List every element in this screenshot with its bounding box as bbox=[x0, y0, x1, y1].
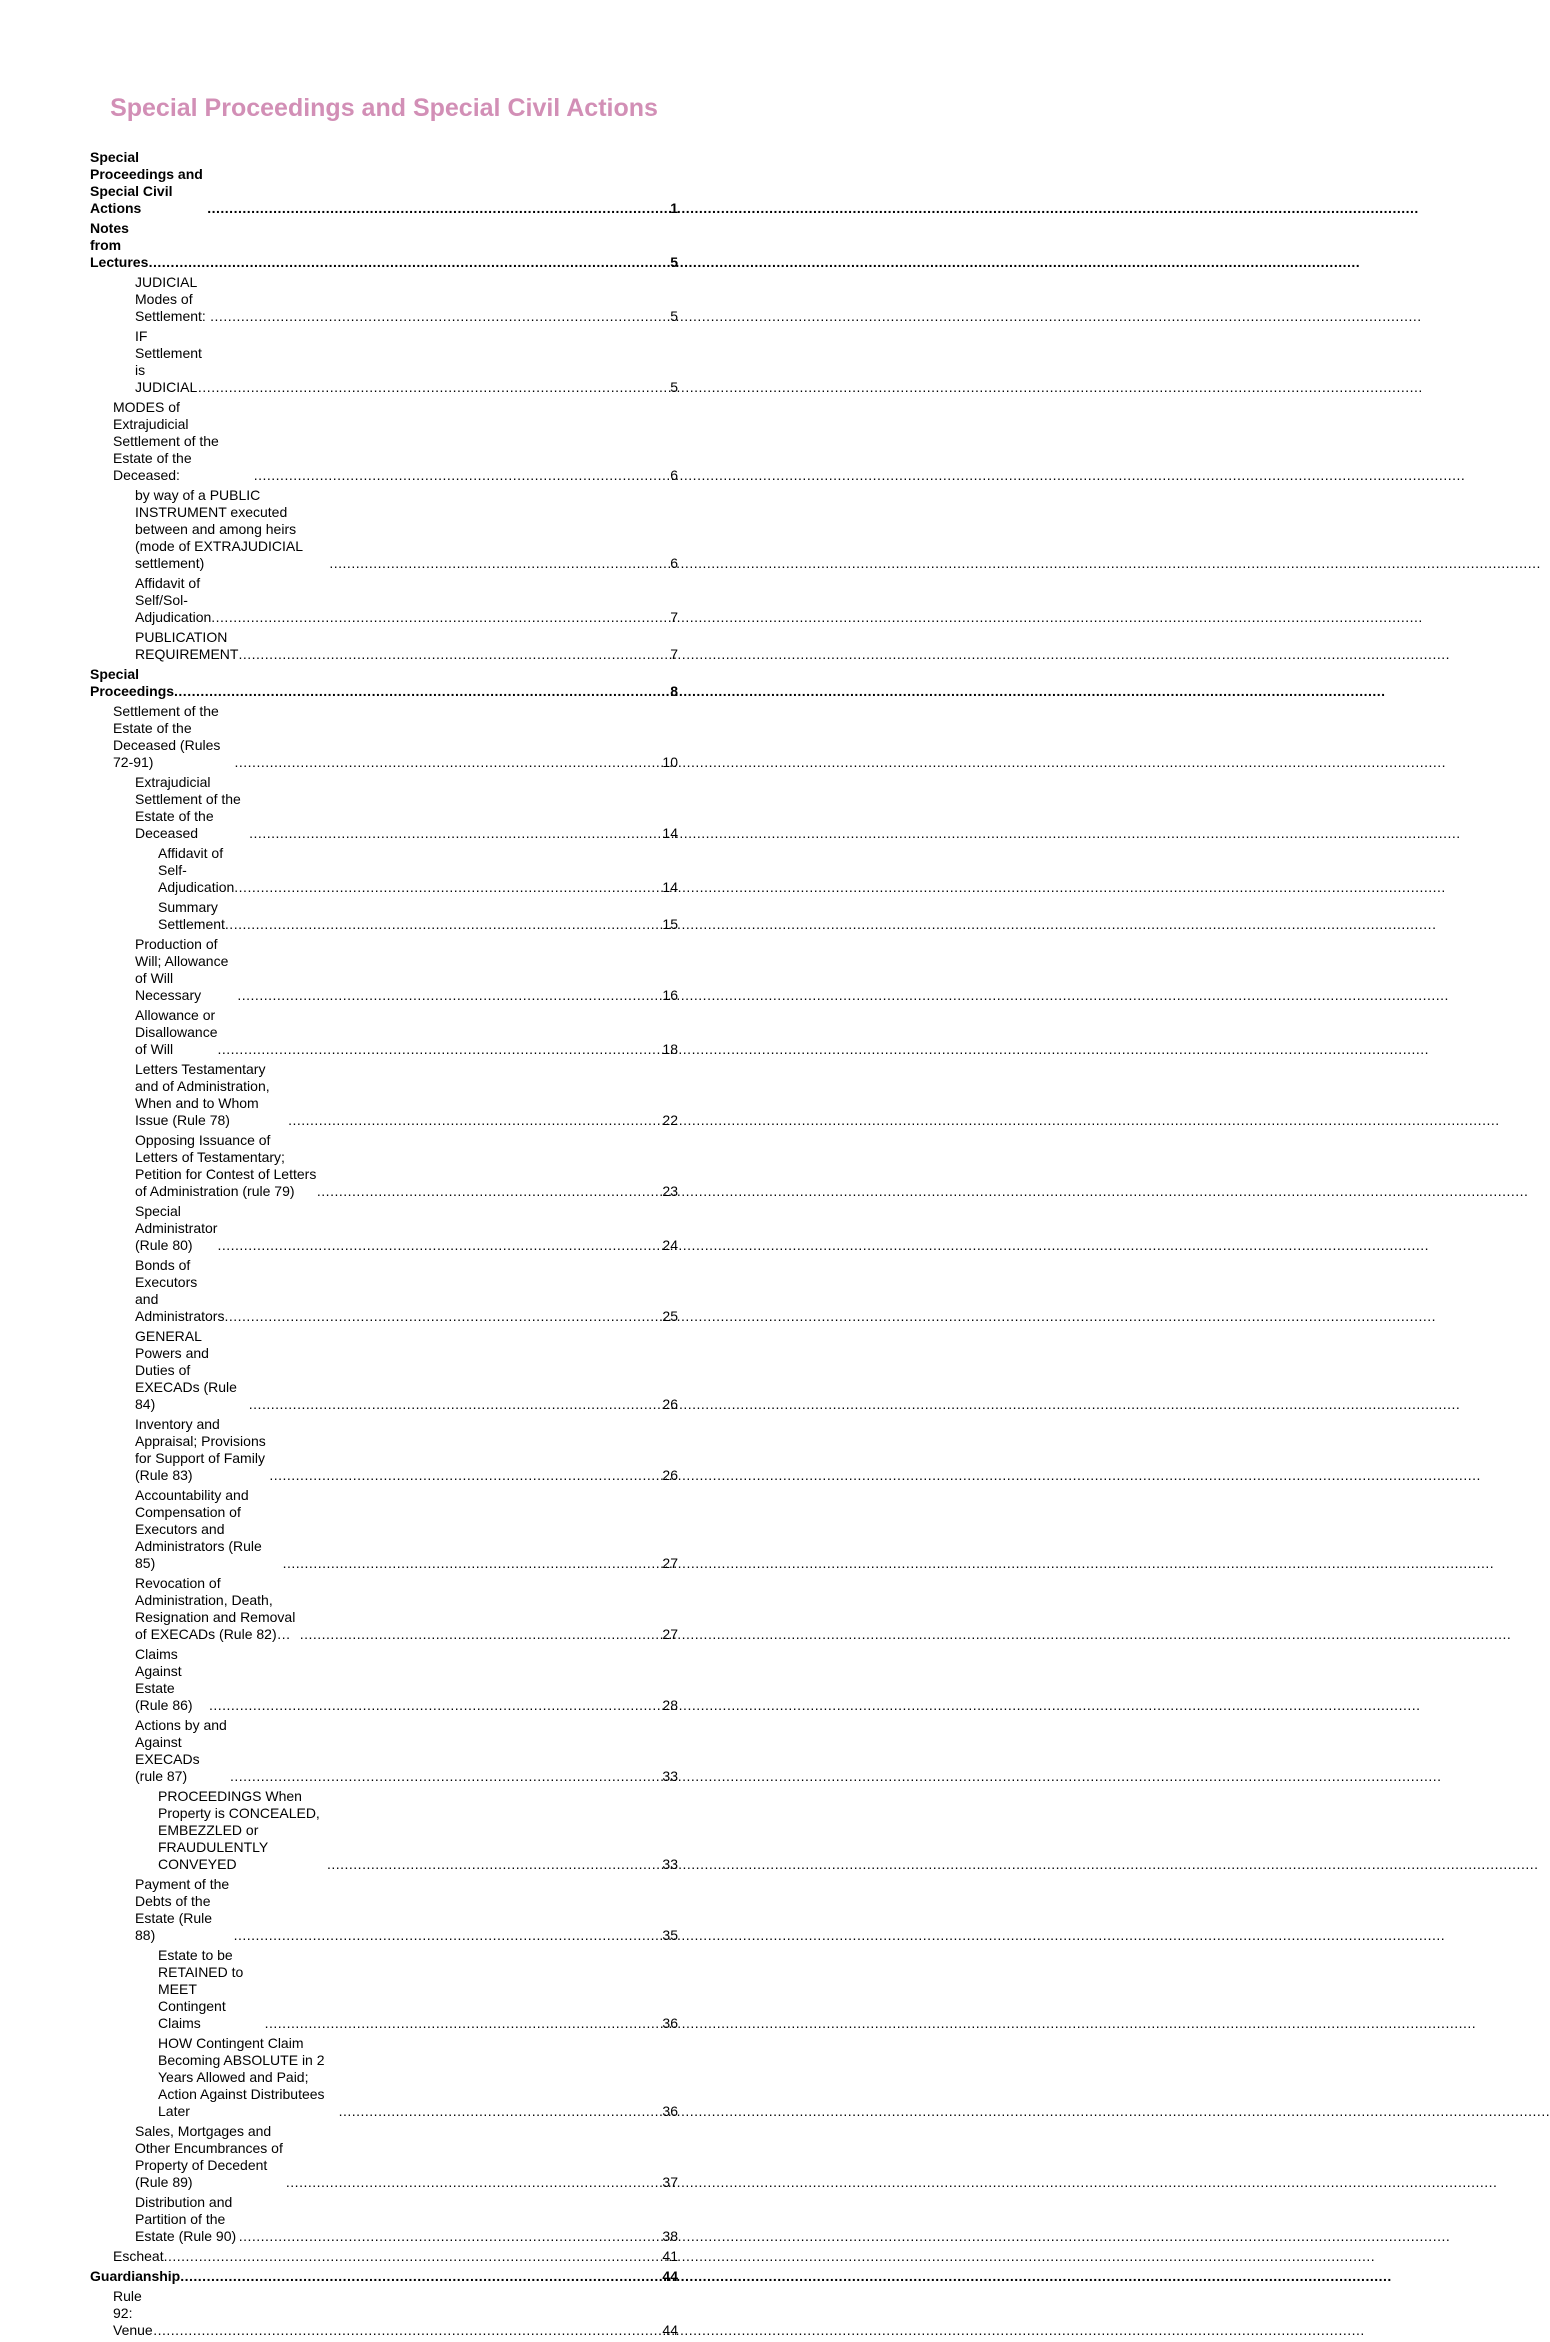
toc-entry-title: Summary Settlement bbox=[158, 899, 225, 932]
toc-dot-leader bbox=[211, 609, 670, 626]
toc-entry-page-number: 28 bbox=[662, 1697, 678, 1713]
toc-entry-page-number: 44 bbox=[662, 2268, 678, 2284]
toc-entry-page-number: 6 bbox=[670, 555, 678, 571]
toc-dot-leader bbox=[254, 467, 670, 484]
toc-dot-leader bbox=[235, 754, 663, 771]
toc-dot-leader bbox=[300, 1626, 663, 1643]
toc-entry-title: HOW Contingent Claim Becoming ABSOLUTE in 2 Years Allowed and Paid; Action Against Distributees Later bbox=[158, 2035, 325, 2119]
toc-dot-leader bbox=[210, 308, 670, 325]
toc-entry-page-number: 35 bbox=[662, 1927, 678, 1943]
toc-entry-line bbox=[90, 149, 678, 217]
toc-entry-title: Inventory and Appraisal; Provisions for Support of Family (Rule 83) bbox=[135, 1416, 266, 1483]
toc-entry-title: Revocation of Administration, Death, Resignation and Removal of EXECADs (Rule 82)… bbox=[135, 1575, 296, 1642]
toc-entry-title: by way of a PUBLIC INSTRUMENT executed between and among heirs (mode of EXTRAJUDICIAL settlement) bbox=[135, 487, 303, 571]
toc-entry-line bbox=[135, 1487, 678, 1572]
toc-dot-leader bbox=[217, 1041, 662, 1058]
toc-entry-title: Accountability and Compensation of Executors and Administrators (Rule 85) bbox=[135, 1487, 262, 1571]
toc-entry-page-number: 8 bbox=[670, 683, 678, 699]
toc-dot-leader bbox=[265, 2015, 663, 2032]
toc-entry[interactable] bbox=[90, 1876, 678, 1944]
toc-dot-leader bbox=[286, 2174, 663, 2191]
toc-entry-page-number: 26 bbox=[662, 1467, 678, 1483]
toc-entry[interactable] bbox=[90, 2268, 678, 2285]
toc-entry[interactable] bbox=[90, 399, 678, 484]
toc-entry-title: Extrajudicial Settlement of the Estate of the Deceased bbox=[135, 774, 241, 841]
toc-entry[interactable] bbox=[90, 1257, 678, 1325]
toc-entry-page-number: 18 bbox=[662, 1041, 678, 1057]
toc-entry[interactable] bbox=[90, 1487, 678, 1572]
toc-entry-title: Production of Will; Allowance of Will Necessary bbox=[135, 936, 229, 1003]
toc-dot-leader bbox=[217, 1237, 662, 1254]
toc-dot-leader bbox=[209, 1697, 662, 1714]
toc-entry-page-number: 37 bbox=[662, 2174, 678, 2190]
toc-entry-page-number: 5 bbox=[670, 308, 678, 324]
toc-entry-title: Bonds of Executors and Administrators bbox=[135, 1257, 225, 1324]
toc-entry-line bbox=[158, 1788, 678, 1873]
toc-entry-page-number: 36 bbox=[662, 2103, 678, 2119]
toc-dot-leader bbox=[283, 1555, 663, 1572]
toc-entry-line bbox=[113, 2248, 678, 2265]
toc-entry-page-number: 33 bbox=[662, 1768, 678, 1784]
toc-dot-leader bbox=[153, 2322, 662, 2339]
toc-entry-line bbox=[135, 328, 678, 396]
toc-entry[interactable] bbox=[90, 1788, 678, 1873]
toc-entry[interactable] bbox=[90, 1132, 678, 1200]
toc-entry-title: IF Settlement is JUDICIAL… bbox=[135, 328, 212, 395]
toc-entry[interactable] bbox=[90, 1007, 678, 1058]
toc-entry-title: Allowance or Disallowance of Will bbox=[135, 1007, 218, 1057]
toc-dot-leader bbox=[211, 379, 670, 396]
toc-dot-leader bbox=[249, 825, 662, 842]
toc-entry[interactable] bbox=[90, 1646, 678, 1714]
document-title: Special Proceedings and Special Civil Actions bbox=[110, 94, 658, 122]
toc-entry-page-number: 33 bbox=[662, 1856, 678, 1872]
toc-entry[interactable] bbox=[90, 328, 678, 396]
toc-entry-title: Distribution and Partition of the Estate (Rule 90) bbox=[135, 2194, 237, 2244]
toc-dot-leader bbox=[164, 2248, 663, 2265]
toc-entry-page-number: 10 bbox=[662, 754, 678, 770]
toc-entry-title: Opposing Issuance of Letters of Testamentary; Petition for Contest of Letters of Administration (rule 79) bbox=[135, 1132, 317, 1199]
toc-dot-leader bbox=[180, 2268, 662, 2285]
toc-entry-title: JUDICIAL Modes of Settlement: bbox=[135, 274, 206, 324]
toc-entry-page-number: 15 bbox=[662, 916, 678, 932]
table-of-contents bbox=[90, 149, 678, 2342]
toc-dot-leader bbox=[329, 555, 670, 572]
toc-dot-leader bbox=[230, 1768, 662, 1785]
toc-entry-line bbox=[135, 1328, 678, 1413]
toc-entry-page-number: 41 bbox=[662, 2248, 678, 2264]
toc-dot-leader bbox=[239, 2228, 663, 2245]
toc-entry[interactable] bbox=[90, 575, 678, 626]
toc-entry-line bbox=[135, 1132, 678, 1200]
toc-entry-title: PUBLICATION REQUIREMENT bbox=[135, 629, 239, 662]
toc-entry-line bbox=[90, 2268, 678, 2285]
toc-entry-line bbox=[158, 899, 678, 933]
toc-entry-title: Affidavit of Self/Sol-Adjudication bbox=[135, 575, 212, 625]
toc-entry-line bbox=[158, 1947, 678, 2032]
toc-entry-title: Affidavit of Self-Adjudication bbox=[158, 845, 235, 895]
toc-entry-page-number: 27 bbox=[662, 1555, 678, 1571]
toc-entry-title: PROCEEDINGS When Property is CONCEALED, EMBEZZLED or FRAUDULENTLY CONVEYED bbox=[158, 1788, 320, 1872]
toc-entry-title: Escheat bbox=[113, 2248, 164, 2264]
toc-entry-page-number: 5 bbox=[670, 254, 678, 270]
toc-entry[interactable] bbox=[90, 899, 678, 933]
toc-entry-page-number: 24 bbox=[662, 1237, 678, 1253]
toc-entry-line bbox=[135, 629, 678, 663]
toc-entry-title: Rule 92: Venue bbox=[113, 2288, 153, 2338]
toc-entry-title: Payment of the Debts of the Estate (Rule 88) bbox=[135, 1876, 230, 1943]
toc-entry-line bbox=[135, 2123, 678, 2191]
toc-entry[interactable] bbox=[90, 2248, 678, 2265]
toc-dot-leader bbox=[288, 1112, 662, 1129]
toc-entry-line bbox=[135, 1257, 678, 1325]
toc-entry-title: Sales, Mortgages and Other Encumbrances of Property of Decedent (Rule 89) bbox=[135, 2123, 283, 2190]
toc-entry-line bbox=[135, 1717, 678, 1785]
toc-entry-page-number: 22 bbox=[662, 1112, 678, 1128]
toc-entry-page-number: 16 bbox=[662, 987, 678, 1003]
toc-entry-line bbox=[135, 487, 678, 572]
toc-entry-page-number: 7 bbox=[670, 646, 678, 662]
toc-entry-page-number: 36 bbox=[662, 2015, 678, 2031]
toc-entry-title: Settlement of the Estate of the Deceased (Rules 72-91) bbox=[113, 703, 221, 770]
toc-entry-line bbox=[135, 1203, 678, 1254]
toc-dot-leader bbox=[234, 879, 662, 896]
toc-entry-line bbox=[135, 774, 678, 842]
toc-dot-leader bbox=[234, 1927, 663, 1944]
toc-entry-line bbox=[135, 575, 678, 626]
toc-dot-leader bbox=[249, 1396, 663, 1413]
document-page bbox=[0, 0, 768, 2338]
toc-entry[interactable] bbox=[90, 629, 678, 663]
toc-entry-title: Letters Testamentary and of Administration, When and to Whom Issue (Rule 78) bbox=[135, 1061, 270, 1128]
toc-entry-line bbox=[113, 399, 678, 484]
toc-entry-page-number: 7 bbox=[670, 609, 678, 625]
toc-entry-title: MODES of Extrajudicial Settlement of the Estate of the Deceased: bbox=[113, 399, 219, 483]
toc-entry-page-number: 5 bbox=[670, 379, 678, 395]
toc-entry-line bbox=[135, 274, 678, 325]
toc-entry[interactable] bbox=[90, 936, 678, 1004]
toc-entry[interactable] bbox=[90, 487, 678, 572]
toc-entry-line bbox=[135, 1876, 678, 1944]
toc-entry[interactable] bbox=[90, 1947, 678, 2032]
toc-dot-leader bbox=[224, 1308, 662, 1325]
toc-entry-line bbox=[158, 845, 678, 896]
toc-dot-leader bbox=[225, 916, 663, 933]
toc-entry[interactable] bbox=[90, 666, 678, 700]
toc-dot-leader bbox=[149, 254, 671, 271]
toc-dot-leader bbox=[269, 1467, 662, 1484]
toc-entry[interactable] bbox=[90, 1328, 678, 1413]
toc-entry-page-number: 25 bbox=[662, 1308, 678, 1324]
toc-entry-line bbox=[135, 1061, 678, 1129]
toc-dot-leader bbox=[237, 987, 662, 1004]
toc-entry[interactable] bbox=[90, 220, 678, 271]
toc-entry[interactable] bbox=[90, 2035, 678, 2120]
toc-entry-page-number: 1 bbox=[670, 200, 678, 216]
toc-entry[interactable] bbox=[90, 149, 678, 217]
toc-entry-line bbox=[135, 2194, 678, 2245]
toc-entry[interactable] bbox=[90, 774, 678, 842]
toc-entry[interactable] bbox=[90, 1061, 678, 1129]
toc-entry[interactable] bbox=[90, 2123, 678, 2191]
toc-entry[interactable] bbox=[90, 2288, 678, 2339]
toc-entry-title: Actions by and Against EXECADs (rule 87) bbox=[135, 1717, 227, 1784]
toc-dot-leader bbox=[327, 1856, 662, 1873]
toc-entry[interactable] bbox=[90, 1717, 678, 1785]
toc-entry-line bbox=[90, 220, 678, 271]
toc-entry[interactable] bbox=[90, 1203, 678, 1254]
toc-entry-page-number: 6 bbox=[670, 467, 678, 483]
toc-entry-title: Notes from Lectures bbox=[90, 220, 149, 270]
toc-entry-page-number: 38 bbox=[662, 2228, 678, 2244]
toc-entry-page-number: 44 bbox=[662, 2322, 678, 2338]
toc-entry-line bbox=[113, 2288, 678, 2339]
toc-entry-page-number: 27 bbox=[662, 1626, 678, 1642]
toc-dot-leader bbox=[339, 2103, 663, 2120]
toc-entry[interactable] bbox=[90, 703, 678, 771]
toc-entry-page-number: 14 bbox=[662, 825, 678, 841]
toc-dot-leader bbox=[317, 1183, 663, 1200]
toc-entry-title: Estate to be RETAINED to MEET Contingent Claims bbox=[158, 1947, 244, 2031]
toc-dot-leader bbox=[238, 646, 670, 663]
toc-entry[interactable] bbox=[90, 845, 678, 896]
toc-entry-title: Special Proceedings bbox=[90, 666, 175, 699]
toc-entry-line bbox=[113, 703, 678, 771]
toc-entry-line bbox=[135, 1575, 678, 1643]
toc-entry[interactable] bbox=[90, 2194, 678, 2245]
toc-entry-line bbox=[158, 2035, 678, 2120]
toc-entry-title: GENERAL Powers and Duties of EXECADs (Rule 84) bbox=[135, 1328, 237, 1412]
toc-entry-title: Special Proceedings and Special Civil Actions bbox=[90, 149, 203, 216]
toc-entry-title: Claims Against Estate (Rule 86) bbox=[135, 1646, 193, 1713]
toc-entry-page-number: 14 bbox=[662, 879, 678, 895]
toc-entry-line bbox=[135, 1646, 678, 1714]
toc-entry-line bbox=[135, 1416, 678, 1484]
toc-entry-line bbox=[135, 936, 678, 1004]
toc-entry-line bbox=[135, 1007, 678, 1058]
toc-entry[interactable] bbox=[90, 274, 678, 325]
toc-entry[interactable] bbox=[90, 1416, 678, 1484]
toc-dot-leader bbox=[207, 200, 670, 217]
toc-dot-leader bbox=[174, 683, 670, 700]
toc-entry-title: Special Administrator (Rule 80) bbox=[135, 1203, 218, 1253]
toc-entry-page-number: 23 bbox=[662, 1183, 678, 1199]
toc-entry-page-number: 26 bbox=[662, 1396, 678, 1412]
toc-entry-line bbox=[90, 666, 678, 700]
toc-entry-title: Guardianship bbox=[90, 2268, 181, 2284]
toc-entry[interactable] bbox=[90, 1575, 678, 1643]
